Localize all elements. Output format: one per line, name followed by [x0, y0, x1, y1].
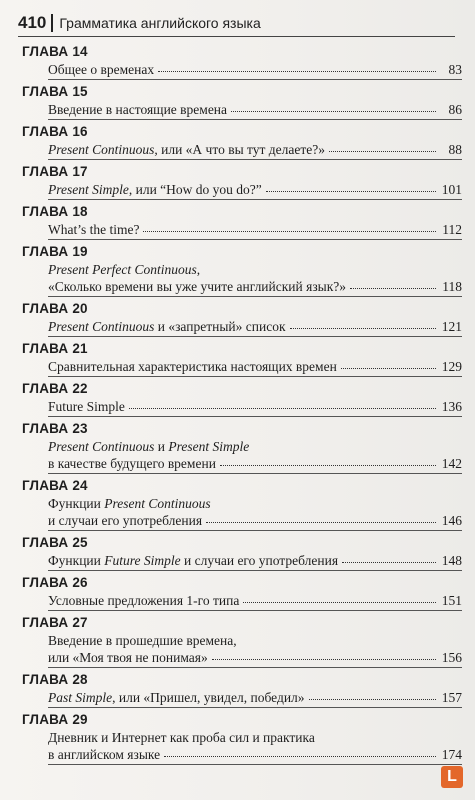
chapter-title-line — [48, 438, 462, 455]
title-segment: и случаи его употребления — [180, 553, 339, 568]
toc-chapter — [22, 82, 462, 120]
dot-leader — [329, 141, 436, 152]
title-segment: Present Perfect Continuous — [48, 262, 197, 277]
chapter-label: ГЛАВА 25 — [22, 535, 88, 550]
chapter-title — [48, 592, 462, 609]
dot-leader — [231, 101, 436, 112]
page-reference: 157 — [441, 690, 462, 705]
chapter-label: ГЛАВА 15 — [22, 84, 88, 99]
chapter-title-line — [48, 358, 337, 375]
dot-leader — [243, 592, 436, 603]
toc-chapter — [22, 339, 462, 377]
chapter-title-line — [48, 632, 462, 649]
entry-divider — [48, 707, 462, 708]
chapter-title-line — [48, 592, 239, 609]
page-reference: 129 — [441, 359, 462, 374]
page-header — [18, 10, 455, 37]
entry-divider — [48, 199, 462, 200]
dot-leader — [143, 221, 436, 232]
chapter-label: ГЛАВА 17 — [22, 164, 88, 179]
running-title: Грамматика английского языка — [59, 15, 261, 31]
toc-chapter — [22, 242, 462, 297]
chapter-title — [48, 689, 462, 706]
title-segment: или «Моя твоя не понимая» — [48, 650, 208, 665]
chapter-title-line — [48, 261, 462, 278]
chapter-title — [48, 495, 462, 529]
chapter-title-line — [48, 101, 227, 118]
dot-leader — [290, 318, 437, 329]
title-segment: Present Continuous — [48, 439, 155, 454]
chapter-title-line — [48, 495, 462, 512]
chapter-title — [48, 61, 462, 78]
entry-divider — [48, 79, 462, 80]
dot-leader — [129, 398, 436, 409]
toc-chapter — [22, 476, 462, 531]
dot-leader — [341, 358, 436, 369]
entry-divider — [48, 764, 462, 765]
title-segment: Функции — [48, 553, 105, 568]
chapter-title — [48, 181, 462, 198]
page-reference: 101 — [441, 182, 462, 197]
dot-leader — [158, 61, 436, 72]
chapter-label: ГЛАВА 29 — [22, 712, 88, 727]
page-number: 410 — [18, 14, 53, 32]
page-reference: 121 — [441, 319, 462, 334]
title-segment: Past Simple — [48, 690, 113, 705]
title-segment: , или «Пришел, увидел, победил» — [112, 690, 305, 705]
chapter-label: ГЛАВА 22 — [22, 381, 88, 396]
title-segment: Сравнительная характеристика настоящих времен — [48, 359, 337, 374]
chapter-label: ГЛАВА 26 — [22, 575, 88, 590]
page-reference: 142 — [441, 456, 462, 471]
watermark-logo-icon: L — [441, 766, 463, 788]
toc-chapter — [22, 42, 462, 80]
entry-divider — [48, 159, 462, 160]
title-segment: и — [154, 439, 169, 454]
chapter-title-line — [48, 455, 216, 472]
title-segment: Условные предложения 1-го типа — [48, 593, 240, 608]
toc-chapter — [22, 122, 462, 160]
toc-chapter — [22, 710, 462, 765]
title-segment: , или “How do you do?” — [128, 182, 262, 197]
chapter-label: ГЛАВА 28 — [22, 672, 88, 687]
entry-divider — [48, 376, 462, 377]
chapter-title-line — [48, 689, 305, 706]
chapter-title-line — [48, 278, 346, 295]
chapter-label: ГЛАВА 21 — [22, 341, 88, 356]
entry-divider — [48, 473, 462, 474]
title-segment: What’s the time? — [48, 222, 140, 237]
chapter-title-line — [48, 318, 286, 335]
toc-chapter — [22, 533, 462, 571]
title-segment: , или «А что вы тут делаете?» — [154, 142, 325, 157]
entry-divider — [48, 416, 462, 417]
page-reference: 136 — [441, 399, 462, 414]
page-reference: 118 — [442, 279, 462, 294]
title-segment: Present Continuous — [48, 142, 155, 157]
chapter-title — [48, 438, 462, 472]
chapter-title-line — [48, 398, 125, 415]
dot-leader — [220, 455, 436, 466]
title-segment: «Сколько времени вы уже учите английский язык?» — [48, 279, 347, 294]
chapter-label: ГЛАВА 16 — [22, 124, 88, 139]
page-reference: 151 — [441, 593, 462, 608]
chapter-title — [48, 398, 462, 415]
title-segment: Present Simple — [48, 182, 129, 197]
entry-divider — [48, 296, 462, 297]
title-segment: Present Continuous — [48, 319, 155, 334]
dot-leader — [342, 552, 436, 563]
chapter-title-line — [48, 746, 160, 763]
entry-divider — [48, 667, 462, 668]
chapter-title — [48, 358, 462, 375]
title-segment: Введение в настоящие времена — [48, 102, 228, 117]
title-segment: и случаи его употребления — [48, 513, 203, 528]
chapter-title-line — [48, 552, 338, 569]
title-segment: в английском языке — [48, 747, 161, 762]
chapter-label: ГЛАВА 14 — [22, 44, 88, 59]
chapter-title — [48, 221, 462, 238]
toc-chapter — [22, 202, 462, 240]
chapter-title — [48, 141, 462, 158]
toc-chapter — [22, 299, 462, 337]
title-segment: Общее о временах — [48, 62, 155, 77]
dot-leader — [266, 181, 436, 192]
title-segment: Future Simple — [48, 399, 125, 414]
chapter-title — [48, 729, 462, 763]
toc-chapter — [22, 162, 462, 200]
title-segment: , — [196, 262, 201, 277]
chapter-title — [48, 632, 462, 666]
table-of-contents — [22, 42, 462, 767]
toc-chapter — [22, 613, 462, 668]
title-segment: в качестве будущего времени — [48, 456, 216, 471]
title-segment: Введение в прошедшие времена, — [48, 633, 237, 648]
chapter-title-line — [48, 512, 202, 529]
title-segment: Дневник и Интернет как проба сил и практика — [48, 730, 315, 745]
page-reference: 148 — [441, 553, 462, 568]
chapter-title — [48, 318, 462, 335]
chapter-label: ГЛАВА 19 — [22, 244, 88, 259]
title-segment: и «запретный» список — [154, 319, 286, 334]
title-segment: Present Continuous — [104, 496, 211, 511]
dot-leader — [212, 649, 436, 660]
chapter-label: ГЛАВА 24 — [22, 478, 88, 493]
chapter-title — [48, 261, 462, 295]
dot-leader — [206, 512, 436, 523]
chapter-title-line — [48, 729, 462, 746]
chapter-title — [48, 101, 462, 118]
chapter-title-line — [48, 181, 262, 198]
toc-chapter — [22, 573, 462, 611]
title-segment: Future Simple — [104, 553, 181, 568]
entry-divider — [48, 530, 462, 531]
page-reference: 83 — [448, 62, 462, 77]
title-segment: Present Simple — [168, 439, 250, 454]
dot-leader — [164, 746, 436, 757]
chapter-title-line — [48, 221, 139, 238]
page-reference: 112 — [442, 222, 462, 237]
page-reference: 174 — [441, 747, 462, 762]
chapter-label: ГЛАВА 23 — [22, 421, 88, 436]
toc-chapter — [22, 379, 462, 417]
chapter-label: ГЛАВА 27 — [22, 615, 88, 630]
dot-leader — [309, 689, 436, 700]
title-segment: Функции — [48, 496, 105, 511]
chapter-title-line — [48, 61, 154, 78]
page-reference: 86 — [448, 102, 462, 117]
toc-chapter — [22, 670, 462, 708]
page-reference: 88 — [448, 142, 462, 157]
entry-divider — [48, 239, 462, 240]
entry-divider — [48, 570, 462, 571]
page-reference: 146 — [441, 513, 462, 528]
chapter-label: ГЛАВА 20 — [22, 301, 88, 316]
toc-chapter — [22, 419, 462, 474]
chapter-title-line — [48, 649, 208, 666]
page-reference: 156 — [441, 650, 462, 665]
entry-divider — [48, 610, 462, 611]
dot-leader — [350, 278, 436, 289]
chapter-title-line — [48, 141, 325, 158]
entry-divider — [48, 119, 462, 120]
entry-divider — [48, 336, 462, 337]
chapter-title — [48, 552, 462, 569]
chapter-label: ГЛАВА 18 — [22, 204, 88, 219]
